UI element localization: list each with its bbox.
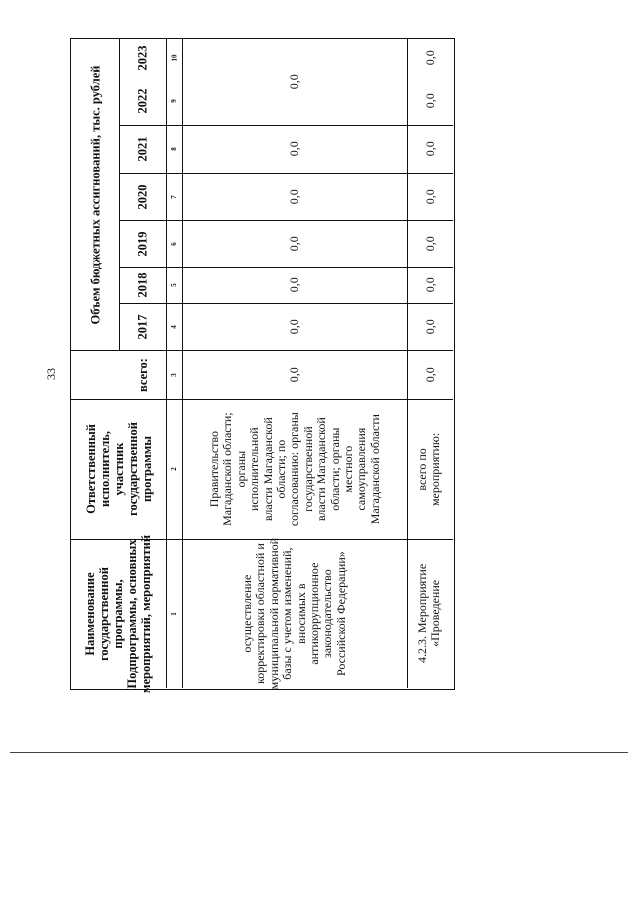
row1-value-2018: 0,0 xyxy=(286,277,301,293)
row1-value-total: 0,0 xyxy=(286,367,301,382)
row2-value-total: 0,0 xyxy=(422,367,437,382)
col-number: 2 xyxy=(170,467,178,471)
row1-value-2020: 0,0 xyxy=(286,189,301,204)
executor-header: Ответственный исполнитель, участник государственной программы xyxy=(83,422,154,516)
col-number: 7 xyxy=(170,194,178,199)
budget-header-title: Объем бюджетных ассигнований, тыс. рублей xyxy=(88,65,102,324)
year-2021-header: 2021 xyxy=(135,136,150,162)
page-number: 33 xyxy=(44,368,58,380)
row2-name: 4.2.3. Мероприятие «Проведение xyxy=(415,563,444,664)
row2-value-2021: 0,0 xyxy=(422,141,437,157)
row2-value-2022: 0,0 xyxy=(422,93,437,109)
row1-name: осуществление корректировки областной и муниципальной нормативной базы с учетом изменений, вносимых в антикоррупционное законодательство Российской Федерации» xyxy=(239,537,348,690)
row1-executor: Правительство Магаданской области; органы исполнительной власти Магаданской области; по согласованию: органы государственной власти Магаданской области; органы местного самоуправления Магаданской области xyxy=(206,412,382,526)
year-2019-header: 2019 xyxy=(135,231,150,256)
year-2023-header: 2023 xyxy=(135,45,150,71)
row1-value-2023-2022: 0,0 xyxy=(286,74,301,90)
row2-value-2017: 0,0 xyxy=(422,319,437,334)
row2-value-2023: 0,0 xyxy=(422,50,437,66)
year-2022-header: 2022 xyxy=(135,88,150,114)
total-header: всего: xyxy=(135,357,150,392)
col-number: 4 xyxy=(170,324,178,329)
row1-value-2019: 0,0 xyxy=(286,236,301,251)
row2-value-2020: 0,0 xyxy=(422,189,437,204)
row2-value-2019: 0,0 xyxy=(422,236,437,251)
col-number: 5 xyxy=(170,283,178,287)
name-header: Наименование государственной программы, Подпрограммы, основных мероприятий, мероприятий xyxy=(83,534,154,693)
col-number: 3 xyxy=(170,372,178,377)
row1-value-2021: 0,0 xyxy=(286,141,301,157)
page-divider xyxy=(10,752,628,753)
year-2018-header: 2018 xyxy=(135,272,150,298)
row2-executor: всего по мероприятию: xyxy=(415,432,443,506)
col-number: 10 xyxy=(170,54,178,62)
row2-value-2018: 0,0 xyxy=(422,277,437,293)
row1-value-2017: 0,0 xyxy=(286,319,301,334)
col-number: 1 xyxy=(170,611,178,616)
budget-table xyxy=(70,38,455,693)
col-number: 6 xyxy=(170,241,178,246)
col-number: 8 xyxy=(170,147,178,151)
year-2020-header: 2020 xyxy=(135,184,150,209)
col-number: 9 xyxy=(170,99,178,103)
year-2017-header: 2017 xyxy=(135,314,150,339)
